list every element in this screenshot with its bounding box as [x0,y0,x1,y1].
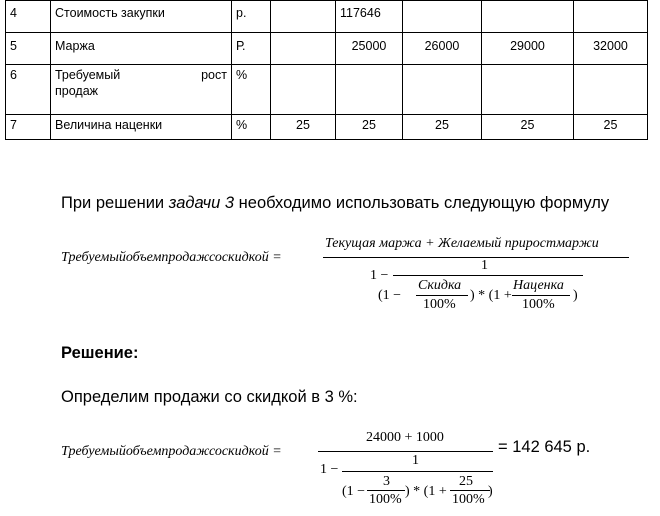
pct-denominator: 100% [423,297,456,312]
cell: 25 [574,115,648,140]
cell [403,1,482,33]
fraction-bar [512,295,570,296]
table-row [6,1,648,33]
pct-denominator: 100% [369,492,402,507]
formula-lhs: Требуемыйобъемпродажсоскидкой = [61,444,282,459]
row-index: 5 [6,33,51,65]
fraction-bar [393,275,583,276]
intro-paragraph [61,194,609,213]
cell [271,65,336,115]
cell: 25000 [336,33,403,65]
fraction-bar [318,451,493,452]
cell: 26000 [403,33,482,65]
row-index: 6 [6,65,51,115]
cell: 25 [482,115,574,140]
formula-result: = 142 645 р. [498,438,591,456]
row-name: Маржа [51,33,232,65]
cell: 25 [403,115,482,140]
formula-lhs: Требуемыйобъемпродажсоскидкой = [61,250,282,265]
cell [574,1,648,33]
cell: 25 [336,115,403,140]
table-row [6,33,648,65]
den-one: 1 [481,258,488,273]
cell [271,33,336,65]
row-name: Величина наценки [51,115,232,140]
cell [271,1,336,33]
row-unit: % [232,65,271,115]
pct-denominator: 100% [522,297,555,312]
solution-heading: Решение: [61,344,139,362]
formula-numerator: Текущая маржа + Желаемый приростмаржи [325,236,599,251]
data-table [5,0,648,140]
formula-numerator: 24000 + 1000 [366,430,444,445]
value-twentyfive: 25 [459,474,473,489]
cell [403,65,482,115]
table-row [6,115,648,140]
row-unit: р. [232,1,271,33]
row-name [51,65,232,115]
cell: 32000 [574,33,648,65]
solution-paragraph: Определим продажи со скидкой в 3 %: [61,388,358,406]
row-name-part: рост [201,68,227,82]
cell: 29000 [482,33,574,65]
text-run: При решении [61,194,169,212]
cell: 117646 [336,1,403,33]
row-name-part: продаж [55,84,99,98]
row-unit: Р. [232,33,271,65]
cell [482,1,574,33]
den-mid: ) * (1 + [405,484,447,499]
nacenka-label: Наценка [513,278,564,293]
den-one: 1 [412,453,419,468]
den-open: (1 − [342,484,366,499]
den-close: ) [488,484,493,499]
value-three: 3 [383,474,390,489]
row-name-part: Требуемый [55,68,121,82]
cell [482,65,574,115]
pct-denominator: 100% [452,492,485,507]
cell [574,65,648,115]
row-index: 7 [6,115,51,140]
skidka-label: Скидка [418,278,462,293]
text-run: необходимо использовать следующую формулу [234,194,610,212]
row-index: 4 [6,1,51,33]
den-close: ) [573,288,578,303]
fraction-bar [342,471,493,472]
fraction-bar [416,295,468,296]
den-minus: 1 − [370,268,389,283]
fraction-bar [450,490,490,491]
row-name: Стоимость закупки [51,1,232,33]
fraction-bar [367,490,405,491]
den-open: (1 − [378,288,402,303]
row-unit: % [232,115,271,140]
text-run-italic: задачи 3 [168,194,235,212]
den-mid: ) * (1 + [470,288,512,303]
cell: 25 [271,115,336,140]
table-row [6,65,648,115]
den-minus: 1 − [320,462,339,477]
cell [336,65,403,115]
fraction-bar [323,257,629,258]
